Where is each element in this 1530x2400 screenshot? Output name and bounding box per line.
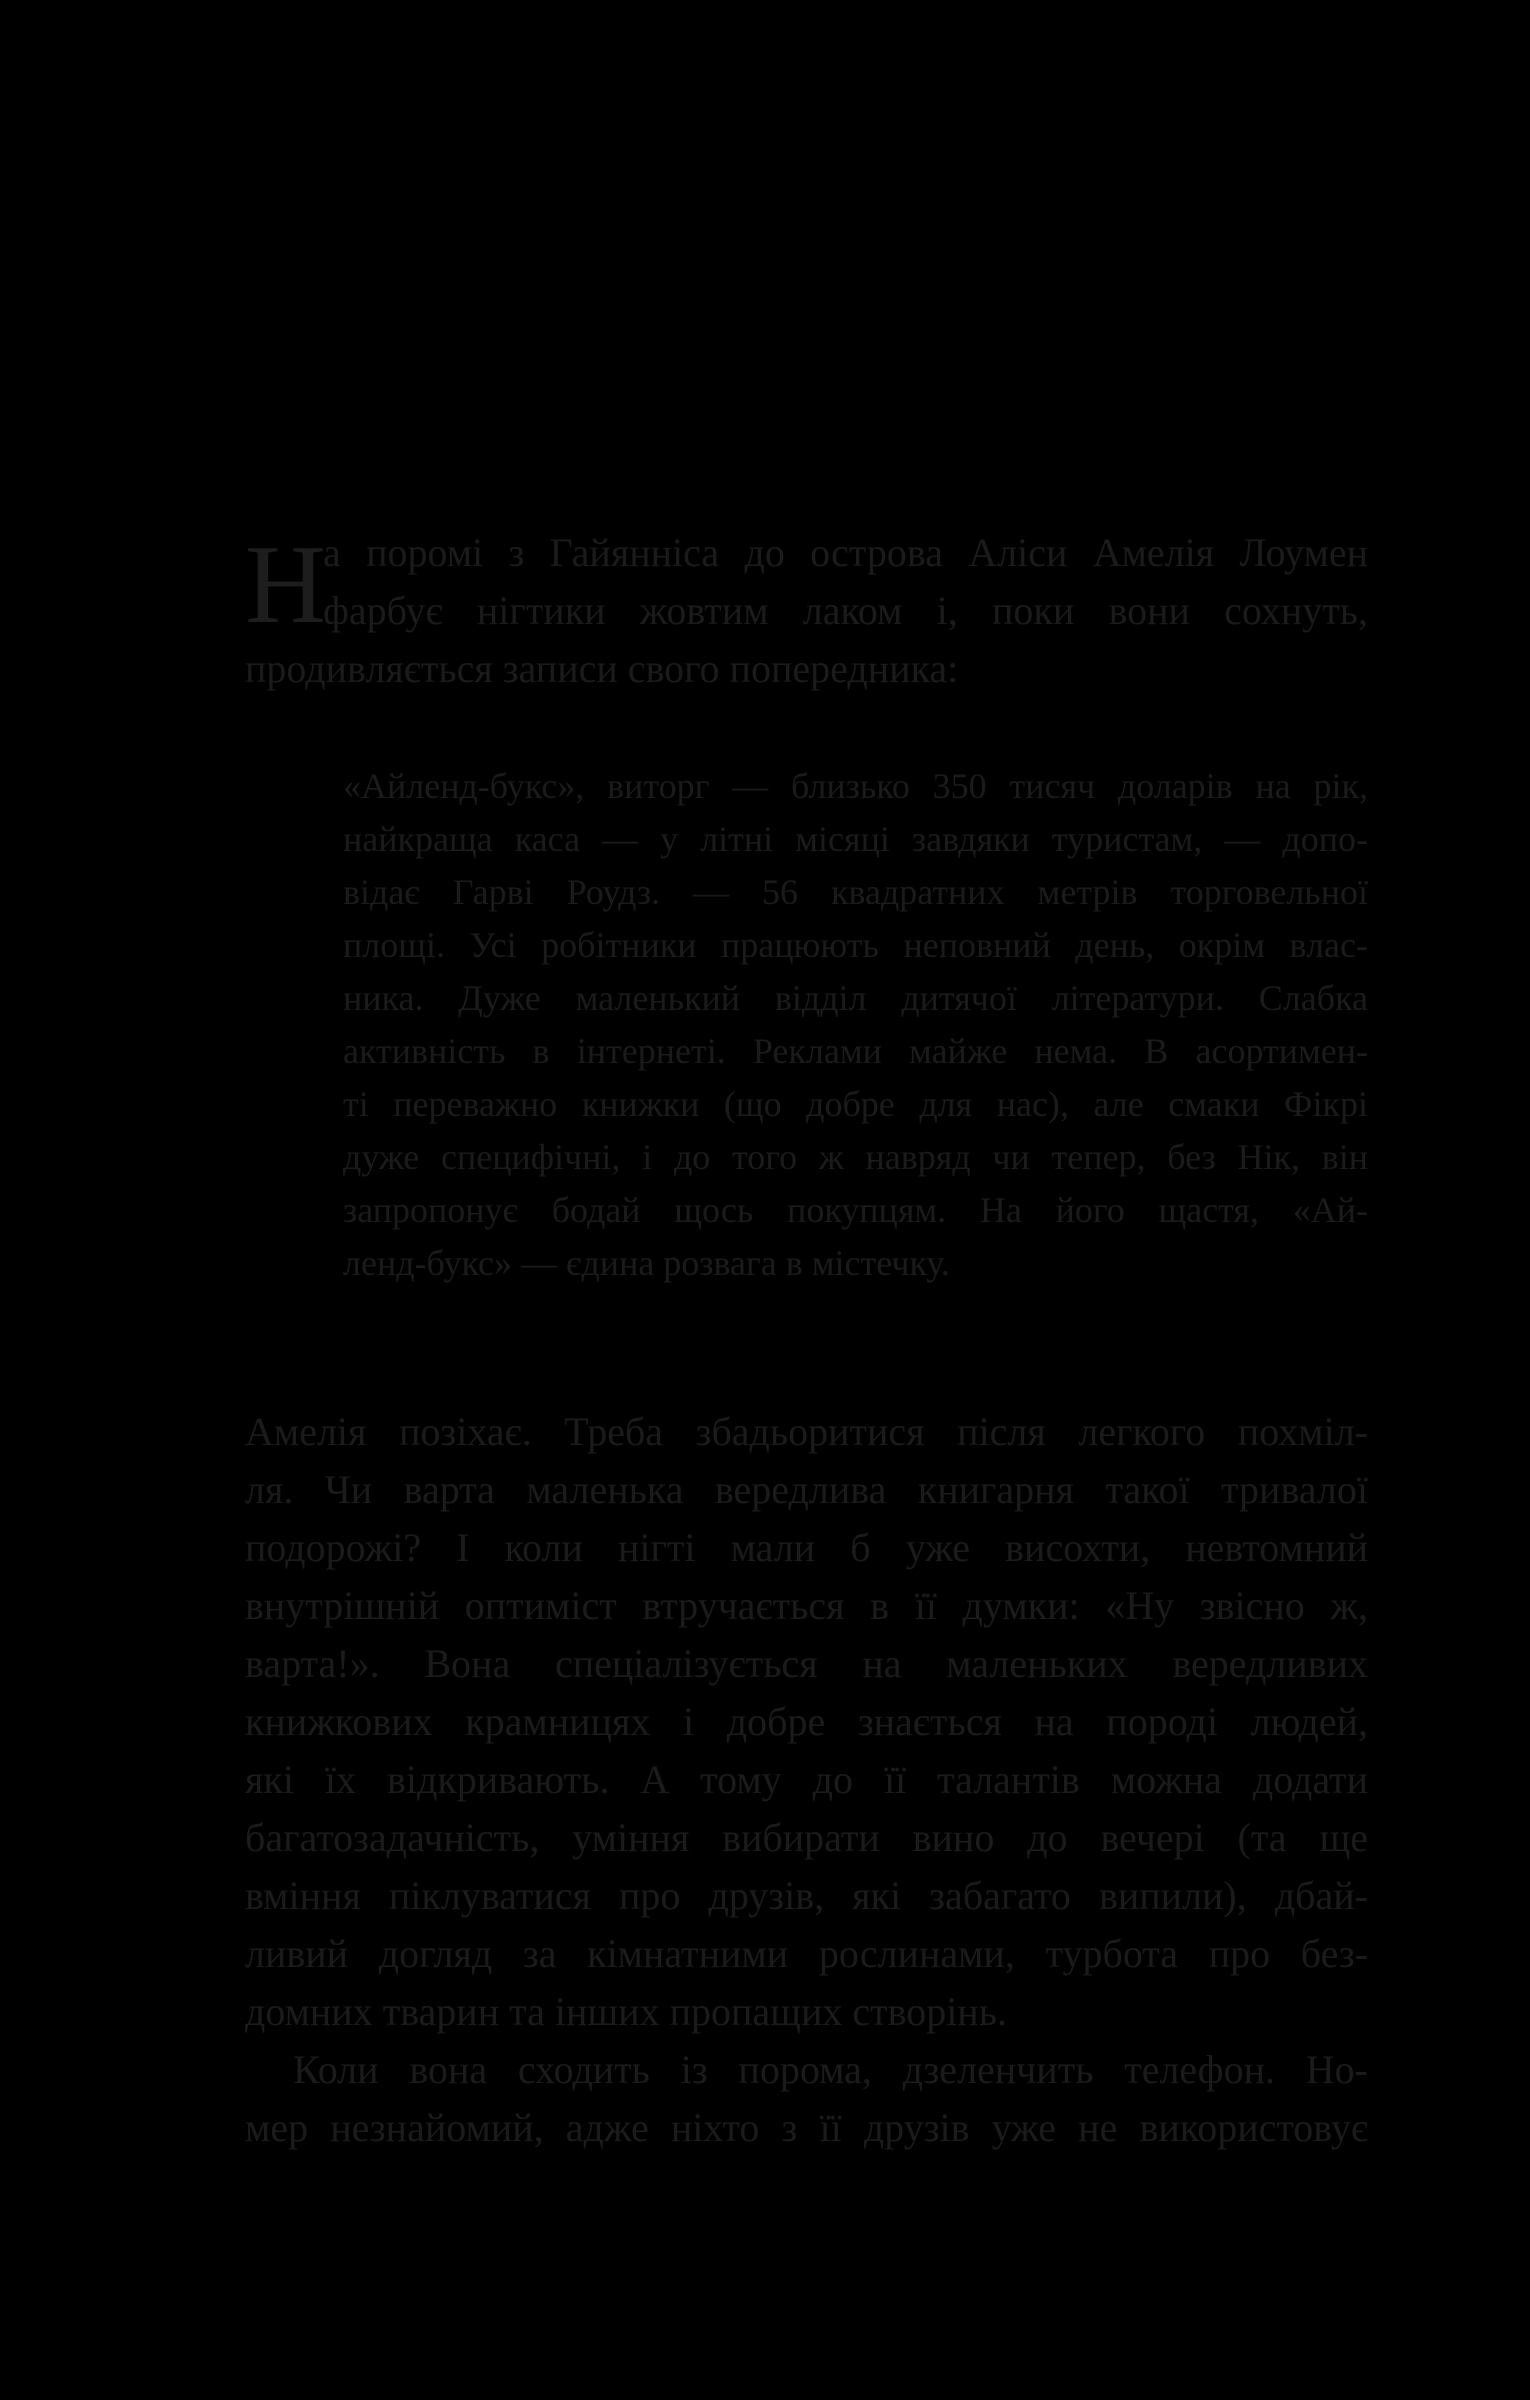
- text-line: Коли вона сходить із порома, дзеленчить телефон. Но-: [293, 2047, 1368, 2092]
- text-line: фарбує нігтики жовтим лаком і, поки вони сохнуть,: [323, 588, 1368, 633]
- text-line: вміння піклуватися про друзів, які забагато випили), дбай-: [245, 1873, 1368, 1918]
- quote-line: ника. Дуже маленький відділ дитячої літератури. Слабка: [343, 978, 1368, 1018]
- quote-line: відає Гарві Роудз. — 56 квадратних метрів торговельної: [343, 872, 1368, 912]
- quote-line: найкраща каса — у літні місяці завдяки туристам, — допо-: [343, 819, 1368, 859]
- quote-line: площі. Усі робітники працюють неповний день, окрім влас-: [343, 925, 1368, 965]
- drop-cap: Н: [245, 523, 326, 647]
- body-paragraph-1: [245, 1403, 1368, 2041]
- text-line: ля. Чи варта маленька вередлива книгарня такої тривалої: [245, 1467, 1368, 1512]
- quote-line: дуже специфічні, і до того ж навряд чи тепер, без Нік, він: [343, 1137, 1368, 1177]
- text-line: ливий догляд за кімнатними рослинами, турбота про без-: [245, 1931, 1368, 1976]
- quote-line: ленд-букс» — єдина розвага в містечку.: [343, 1243, 950, 1283]
- text-line: варта!». Вона спеціалізується на маленьких вередливих: [245, 1641, 1368, 1686]
- text-line: внутрішній оптиміст втручається в її думки: «Ну звісно ж,: [245, 1583, 1368, 1628]
- text-line: подорожі? І коли нігті мали б уже висохти, невтомний: [245, 1525, 1368, 1570]
- body-paragraph-2: [245, 2041, 1368, 2157]
- text-line: а поромі з Гайяннiса до острова Аліси Амелія Лоумен: [323, 530, 1368, 575]
- text-line: багатозадачність, уміння вибирати вино до вечері (та ще: [245, 1815, 1368, 1860]
- block-quote: [343, 760, 1368, 1290]
- text-line: домних тварин та інших пропащих створінь.: [245, 1989, 1007, 2034]
- text-line: продивляється записи свого попередника:: [245, 646, 959, 691]
- text-line: Амелія позіхає. Треба збадьоритися після легкого похміл-: [245, 1409, 1368, 1454]
- text-line: які їх відкривають. А тому до її талантів можна додати: [245, 1757, 1368, 1802]
- text-line: мер незнайомий, адже ніхто з її друзів уже не використовує: [245, 2105, 1368, 2150]
- quote-line: «Айленд-букс», виторг — близько 350 тисяч доларів на рік,: [343, 766, 1368, 806]
- text-line: книжкових крамницях і добре знається на породі людей,: [245, 1699, 1368, 1744]
- quote-line: ті переважно книжки (що добре для нас), але смаки Фікрі: [343, 1084, 1368, 1124]
- quote-line: запропонує бодай щось покупцям. На його щастя, «Ай-: [343, 1190, 1368, 1230]
- intro-paragraph: [245, 524, 1368, 698]
- quote-line: активність в інтернеті. Реклами майже нема. В асортимен-: [343, 1031, 1368, 1071]
